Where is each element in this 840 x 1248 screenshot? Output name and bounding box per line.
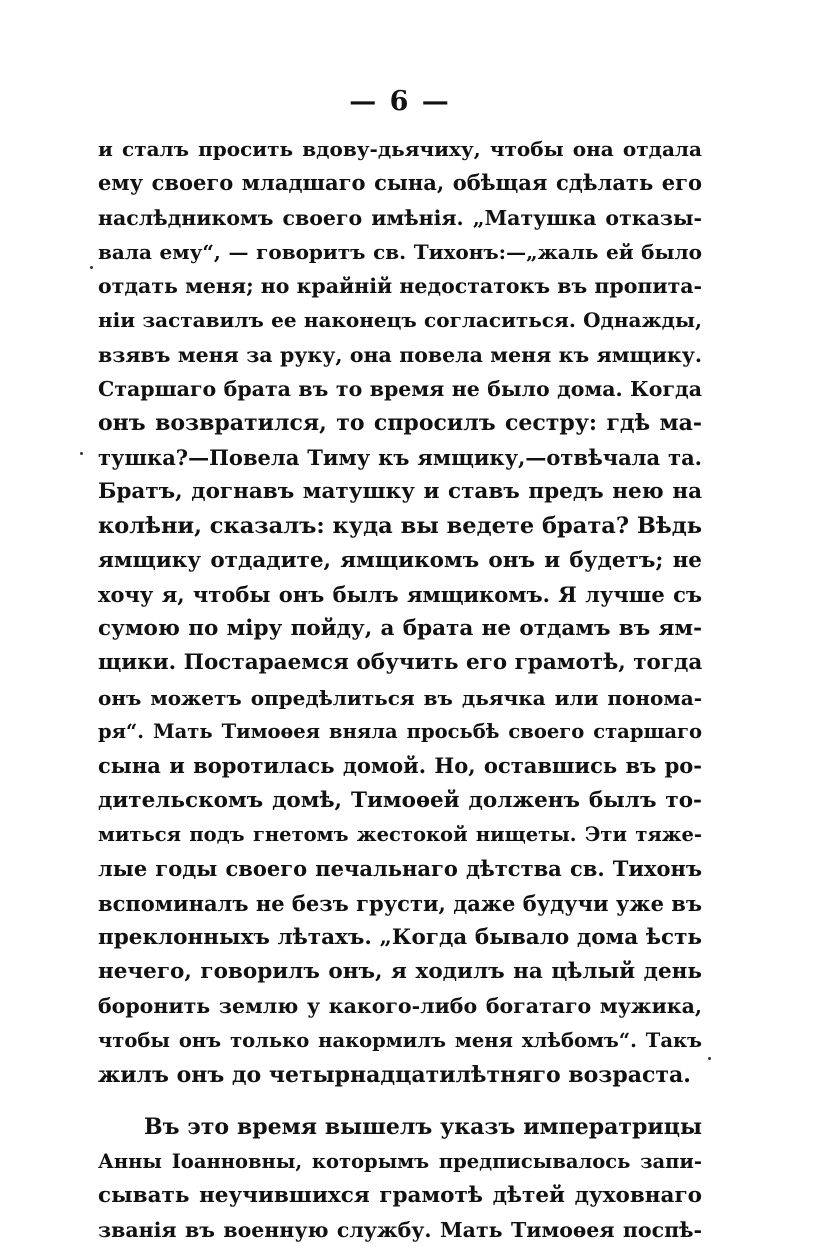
text-line: вспоминалъ не безъ грусти, даже будучи уже въ <box>98 890 702 916</box>
text-line: ря“. Мать Тимоѳея вняла просьбѣ своего старшаго <box>98 720 702 744</box>
text-line: ніи заставилъ ее наконецъ согласиться. Однажды, <box>98 308 702 333</box>
text-line: колѣни, сказалъ: куда вы ведете брата? Вѣдь <box>98 513 702 540</box>
body-text <box>98 132 702 1248</box>
page-number: — 6 — <box>349 86 451 117</box>
ink-speck <box>80 452 83 455</box>
text-line: ему своего младшаго сына, обѣщая сдѣлать его <box>98 170 702 196</box>
text-line: сывать неучившихся грамотѣ дѣтей духовнаго <box>98 1182 702 1208</box>
text-line: щики. Постараемся обучить его грамотѣ, тогда <box>98 650 703 676</box>
text-line: лые годы своего печальнаго дѣтства св. Тихонъ <box>98 856 702 882</box>
text-line: Старшаго брата въ то время не было дома. Когда <box>98 377 702 402</box>
text-line: взявъ меня за руку, она повела меня къ ямщику. <box>98 342 702 367</box>
text-line: онъ возвратился, то спросилъ сестру: гдѣ ма- <box>98 410 702 437</box>
ink-speck <box>708 1057 711 1060</box>
text-line: отдать меня; но крайній недостатокъ въ пропита- <box>98 274 703 299</box>
text-line: жилъ онъ до четырнадцатилѣтняго возраста. <box>98 1062 691 1089</box>
text-line: сумою по міру пойду, а брата не отдамъ въ ям- <box>98 616 702 642</box>
text-line: и сталъ просить вдову-дьячиху, чтобы она отдала <box>98 137 702 161</box>
text-line: вала ему“, — говоритъ св. Тихонъ:—„жаль ей было <box>98 239 702 264</box>
text-line: ямщику отдадите, ямщикомъ онъ и будетъ; не <box>98 547 702 573</box>
text-line: хочу я, чтобы онъ былъ ямщикомъ. Я лучше съ <box>98 581 702 607</box>
text-line: миться подъ гнетомъ жестокой нищеты. Эти тяже- <box>98 822 702 846</box>
text-line: Въ это время вышелъ указъ императрицы <box>144 1114 702 1141</box>
text-line: боронить землю у какого-либо богатаго мужика, <box>98 994 702 1019</box>
text-line: нечего, говорилъ онъ, я ходилъ на цѣлый день <box>98 959 702 985</box>
ink-speck <box>90 266 93 269</box>
text-line: тушка?—Повела Тиму къ ямщику,—отвѣчала та. <box>98 444 702 470</box>
text-line: чтобы онъ только накормилъ меня хлѣбомъ“. Такъ <box>98 1028 702 1052</box>
paragraph-gap <box>98 1092 702 1110</box>
text-line: сына и воротилась домой. Но, оставшись въ ро- <box>98 753 702 779</box>
text-line: преклонныхъ лѣтахъ. „Когда бывало дома ѣсть <box>98 924 702 950</box>
text-line: наслѣдникомъ своего имѣнія. „Матушка отказы- <box>98 205 702 230</box>
text-line: онъ можетъ опредѣлиться въ дьячка или понома- <box>98 685 702 710</box>
text-line: дительскомъ домѣ, Тимоѳей долженъ былъ то- <box>98 787 702 813</box>
text-line: Братъ, догнавъ матушку и ставъ предъ нею на <box>98 478 702 504</box>
text-line: званія въ военную службу. Мать Тимоѳея поспѣ- <box>98 1218 702 1243</box>
text-line: Анны Іоанновны, которымъ предписывалось запи- <box>98 1149 702 1173</box>
